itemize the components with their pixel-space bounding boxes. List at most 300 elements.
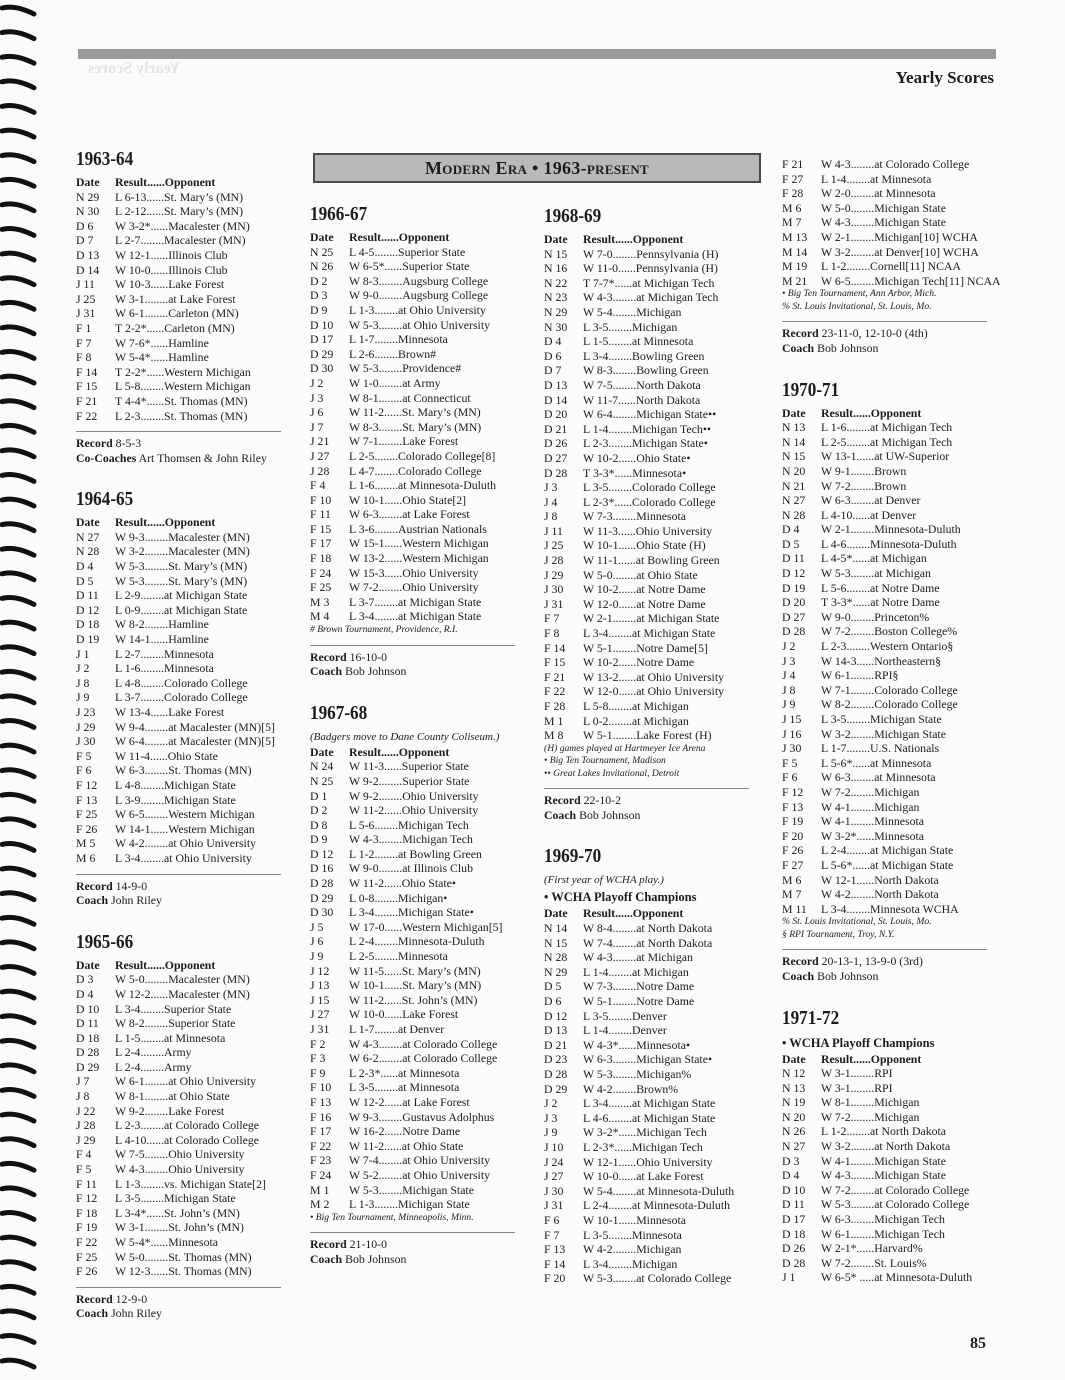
- game-row: [782, 201, 997, 216]
- game-row: [310, 789, 525, 804]
- result-opponent-header: Result......Opponent: [583, 232, 684, 246]
- season-block: [782, 379, 997, 984]
- game-result-opponent: L 2-4........at Minnesota-Duluth: [583, 1198, 731, 1213]
- game-date: F 6: [76, 763, 92, 778]
- game-result-opponent: L 5-6........Michigan Tech: [349, 817, 469, 832]
- season-block: [782, 1007, 997, 1286]
- footnote: •• Great Lakes Invitational, Detroit: [544, 767, 680, 779]
- header-rule: [78, 49, 996, 59]
- game-date: F 4: [76, 1147, 92, 1162]
- game-row: [310, 449, 525, 464]
- game-row: [544, 1140, 759, 1155]
- game-result-opponent: W 10-0......at Lake Forest: [583, 1169, 704, 1184]
- game-result-opponent: W 8-2........Colorado College: [821, 697, 958, 712]
- spiral-coil: [2, 966, 34, 973]
- game-result-opponent: L 4-5........Superior State: [349, 244, 466, 259]
- game-date: J 24: [544, 1154, 564, 1169]
- spiral-coil: [2, 56, 34, 63]
- game-row: [76, 822, 291, 837]
- game-result-opponent: W 11-7......North Dakota: [583, 392, 701, 407]
- game-date: D 12: [310, 846, 334, 861]
- game-result-opponent: W 12-0......at Ohio University: [583, 684, 724, 699]
- game-row: [782, 435, 997, 450]
- game-result-opponent: L 3-5........Minnesota: [583, 1227, 682, 1242]
- game-result-opponent: W 3-1........St. John’s (MN): [115, 1220, 244, 1235]
- game-date: J 9: [782, 697, 796, 712]
- game-row: [544, 466, 759, 481]
- game-result-opponent: L 2-3........Western Ontario§: [821, 639, 954, 654]
- spiral-coil: [2, 1237, 34, 1244]
- game-row: [782, 654, 997, 669]
- game-date: N 15: [544, 935, 568, 950]
- game-result-opponent: W 6-2........at Colorado College: [349, 1051, 498, 1066]
- game-date: D 10: [782, 1182, 806, 1197]
- game-row: [310, 818, 525, 833]
- game-row: [782, 843, 997, 858]
- game-result-opponent: W 8-1........at Ohio State: [115, 1089, 230, 1104]
- game-result-opponent: L 5-6*......at Michigan State: [821, 857, 954, 872]
- record-line: [76, 431, 281, 451]
- game-date: F 7: [544, 1227, 560, 1242]
- game-result-opponent: W 4-1........Minnesota: [821, 814, 924, 829]
- game-result-opponent: W 5-4*......Hamline: [115, 350, 209, 365]
- game-result-opponent: L 0-2........at Michigan: [583, 713, 689, 728]
- game-date: D 10: [310, 317, 334, 332]
- game-row: [76, 987, 291, 1002]
- game-date: N 26: [782, 1124, 806, 1139]
- game-date: J 30: [76, 734, 96, 749]
- game-row: [544, 1111, 759, 1126]
- game-result-opponent: L 4-10......at Denver: [821, 507, 917, 522]
- game-result-opponent: W 5-2........at Ohio University: [349, 1167, 490, 1182]
- record-label: Record: [76, 1291, 116, 1306]
- game-date: D 11: [782, 551, 805, 566]
- game-result-opponent: W 13-2......Western Michigan: [349, 551, 489, 566]
- game-row: [310, 507, 525, 522]
- date-header: Date: [310, 230, 334, 244]
- game-date: F 12: [76, 777, 98, 792]
- game-date: D 28: [310, 876, 334, 891]
- game-date: F 14: [544, 1256, 566, 1271]
- game-row: [310, 1168, 525, 1183]
- game-date: J 28: [76, 1118, 96, 1133]
- game-result-opponent: W 10-0......Lake Forest: [349, 1007, 459, 1022]
- game-result-opponent: L 1-4........Michigan Tech••: [583, 421, 711, 436]
- game-date: M 2: [310, 1197, 330, 1212]
- game-result-opponent: L 1-2........at Bowling Green: [349, 846, 482, 861]
- game-result-opponent: W 5-4*......Minnesota: [115, 1235, 218, 1249]
- game-result-opponent: W 12-0......at Notre Dame: [583, 596, 706, 611]
- game-date: F 20: [544, 1271, 566, 1286]
- table-header: [310, 745, 525, 760]
- game-row: [76, 1235, 291, 1250]
- game-row: [544, 378, 759, 393]
- game-date: J 5: [310, 919, 324, 934]
- game-result-opponent: W 5-1........Notre Dame[5]: [583, 640, 708, 655]
- game-result-opponent: W 10-1......St. Mary’s (MN): [349, 978, 482, 993]
- coach-name: Bob Johnson: [817, 968, 879, 983]
- game-date: N 27: [76, 529, 100, 544]
- game-date: D 30: [310, 361, 334, 376]
- game-row: [310, 1095, 525, 1110]
- game-date: N 28: [76, 544, 100, 559]
- date-header: Date: [782, 405, 806, 420]
- game-date: D 14: [544, 392, 568, 407]
- game-date: N 24: [310, 759, 334, 774]
- game-row: [544, 509, 759, 524]
- game-row: [544, 979, 759, 994]
- game-date: N 26: [310, 259, 334, 274]
- game-result-opponent: W 12-1......Illinois Club: [115, 247, 228, 262]
- game-result-opponent: L 3-5........at Minnesota: [349, 1080, 460, 1095]
- game-result-opponent: W 6-4........Michigan State••: [583, 407, 717, 422]
- game-row: [544, 1169, 759, 1184]
- game-row: [310, 1022, 525, 1037]
- game-date: F 6: [782, 770, 798, 785]
- game-row: [544, 422, 759, 437]
- game-row: [76, 690, 291, 705]
- game-date: F 25: [76, 807, 98, 822]
- game-result-opponent: L 2-3*......Michigan Tech: [583, 1139, 703, 1154]
- game-result-opponent: T 3-3*......at Notre Dame: [821, 595, 940, 610]
- game-date: D 12: [782, 566, 806, 581]
- game-result-opponent: L 2-5........Minnesota: [349, 949, 448, 964]
- game-row: [544, 1155, 759, 1170]
- game-row: [76, 763, 291, 778]
- game-date: J 3: [782, 653, 796, 668]
- game-result-opponent: W 12-3......St. Thomas (MN): [115, 1264, 252, 1279]
- game-date: N 20: [782, 1109, 806, 1124]
- footnote: # Brown Tournament, Providence, R.I.: [310, 624, 458, 636]
- game-result-opponent: W 7-2........Boston College%: [821, 624, 958, 639]
- game-result-opponent: W 11-3......Superior State: [349, 759, 469, 774]
- game-row: [782, 858, 997, 873]
- coach-label: Coach: [310, 664, 343, 679]
- game-result-opponent: W 6-1........Carleton (MN): [115, 306, 239, 321]
- game-date: D 26: [544, 436, 568, 451]
- spiral-coil: [2, 327, 34, 334]
- game-date: D 13: [544, 1023, 568, 1038]
- game-result-opponent: L 3-5........Colorado College: [583, 480, 716, 495]
- game-row: [310, 803, 525, 818]
- game-result-opponent: L 0-9........at Michigan State: [115, 602, 248, 617]
- coach-label: Coach: [76, 893, 109, 908]
- spiral-coil: [2, 819, 34, 826]
- record-label: Record: [782, 326, 822, 341]
- game-result-opponent: W 12-2......at Lake Forest: [349, 1094, 470, 1109]
- record-value: 12-9-0: [115, 1291, 148, 1306]
- game-row: [76, 1177, 291, 1192]
- game-date: M 6: [782, 872, 802, 887]
- game-date: F 27: [782, 171, 804, 186]
- game-date: J 30: [782, 741, 802, 756]
- game-date: D 11: [782, 1197, 805, 1212]
- record-value: 14-9-0: [115, 878, 148, 893]
- record-label: Record: [310, 649, 350, 664]
- game-row: [782, 873, 997, 888]
- game-row: [76, 807, 291, 822]
- spiral-coil: [2, 1311, 34, 1318]
- game-row: [310, 1197, 525, 1212]
- game-result-opponent: T 7-7*......at Michigan Tech: [583, 275, 715, 290]
- game-date: J 8: [76, 675, 90, 690]
- game-result-opponent: W 12-2......Macalester (MN): [115, 986, 250, 1001]
- game-date: J 27: [310, 1007, 330, 1022]
- game-date: F 24: [310, 1167, 332, 1182]
- game-date: F 9: [310, 1065, 326, 1080]
- game-row: [782, 1270, 997, 1285]
- game-row: [310, 1051, 525, 1066]
- game-date: D 11: [76, 1016, 99, 1031]
- game-date: M 1: [544, 713, 564, 728]
- game-date: F 22: [544, 684, 566, 699]
- table-header: [782, 1052, 997, 1067]
- game-row: [76, 219, 291, 234]
- game-result-opponent: W 11-5......St. Mary’s (MN): [349, 963, 481, 978]
- game-date: D 9: [310, 302, 328, 317]
- record-line: [782, 949, 987, 969]
- game-date: J 13: [310, 978, 330, 993]
- game-result-opponent: L 2-12......St. Mary’s (MN): [115, 204, 244, 219]
- game-date: F 22: [76, 1235, 98, 1249]
- game-date: D 13: [76, 247, 100, 262]
- game-row: [76, 720, 291, 735]
- game-date: N 14: [782, 434, 806, 449]
- coach-name: Bob Johnson: [345, 1251, 407, 1266]
- game-row: [544, 950, 759, 965]
- game-result-opponent: W 4-3........at Colorado College: [821, 157, 970, 171]
- game-row: [310, 876, 525, 891]
- game-row: [310, 580, 525, 595]
- game-date: J 8: [782, 682, 796, 697]
- footnote: • Big Ten Tournament, Ann Arbor, Mich.: [782, 288, 937, 300]
- game-date: F 16: [310, 1109, 332, 1124]
- game-row: [544, 1271, 759, 1286]
- spiral-coil: [2, 1114, 34, 1121]
- game-result-opponent: L 3-7........at Michigan State: [349, 594, 482, 609]
- game-date: D 18: [76, 1030, 100, 1045]
- game-date: F 4: [310, 478, 326, 493]
- game-date: D 16: [310, 861, 334, 876]
- spiral-coil: [2, 474, 34, 481]
- coach-line: [544, 808, 759, 823]
- game-row: [76, 1220, 291, 1235]
- game-result-opponent: W 7-3........Notre Dame: [583, 979, 695, 994]
- game-date: M 6: [76, 850, 96, 865]
- game-row: [76, 617, 291, 632]
- game-date: J 30: [544, 1183, 564, 1198]
- game-date: J 25: [544, 538, 564, 553]
- game-row: [782, 230, 997, 245]
- table-header: [782, 406, 997, 421]
- game-result-opponent: W 4-3*......Minnesota•: [583, 1037, 691, 1052]
- game-date: J 11: [544, 523, 563, 538]
- game-date: N 25: [310, 773, 334, 788]
- game-row: [76, 1133, 291, 1148]
- game-date: D 7: [544, 363, 562, 378]
- game-result-opponent: W 4-1........Michigan State: [821, 1153, 946, 1168]
- footnote: % St. Louis Invitational, St. Louis, Mo.: [782, 300, 932, 312]
- game-result-opponent: W 6-1........at Ohio University: [115, 1074, 256, 1089]
- game-result-opponent: T 4-4*......St. Thomas (MN): [115, 393, 248, 408]
- game-row: [76, 190, 291, 205]
- game-row: [782, 785, 997, 800]
- game-date: N 14: [544, 921, 568, 936]
- game-result-opponent: W 15-3......Ohio University: [349, 565, 479, 580]
- game-date: F 20: [782, 828, 804, 843]
- game-result-opponent: L 2-3........St. Thomas (MN): [115, 408, 248, 423]
- date-header: Date: [76, 957, 100, 972]
- game-date: D 2: [310, 273, 328, 288]
- game-result-opponent: L 2-6........Brown#: [349, 346, 437, 361]
- game-result-opponent: W 11-2......Ohio State•: [349, 876, 457, 891]
- game-date: N 29: [544, 964, 568, 979]
- game-date: J 29: [76, 719, 96, 734]
- game-row: [310, 420, 525, 435]
- game-date: F 7: [76, 335, 92, 350]
- game-row: [782, 479, 997, 494]
- game-row: [782, 186, 997, 201]
- spiral-coil: [2, 1286, 34, 1293]
- game-date: J 2: [544, 1096, 558, 1111]
- result-opponent-header: Result......Opponent: [115, 515, 216, 530]
- game-date: M 21: [782, 273, 808, 288]
- game-result-opponent: W 10-1......Minnesota: [583, 1212, 686, 1227]
- game-date: J 31: [76, 306, 96, 321]
- game-date: D 29: [310, 346, 334, 361]
- game-row: [310, 1037, 525, 1052]
- game-row: [782, 595, 997, 610]
- game-date: D 28: [782, 1255, 806, 1270]
- game-result-opponent: L 1-6........Minnesota: [115, 661, 214, 676]
- game-date: N 15: [782, 449, 806, 464]
- game-row: [782, 245, 997, 260]
- game-row: [310, 774, 525, 789]
- game-result-opponent: L 2-3*......at Minnesota: [349, 1065, 460, 1080]
- spiral-coil: [2, 105, 34, 112]
- game-date: D 18: [782, 1226, 806, 1241]
- game-date: J 3: [544, 480, 558, 495]
- game-date: J 3: [544, 1110, 558, 1125]
- game-row: [782, 1241, 997, 1256]
- game-date: D 5: [76, 573, 94, 588]
- game-date: F 14: [76, 364, 98, 379]
- game-result-opponent: L 2-7........Minnesota: [115, 646, 214, 661]
- coach-line: [76, 1306, 291, 1321]
- game-row: [76, 233, 291, 248]
- game-row: [310, 274, 525, 289]
- season-title: 1967-68: [310, 702, 368, 724]
- game-date: D 28: [544, 465, 568, 480]
- table-header: [310, 230, 525, 245]
- footnote: • Big Ten Tournament, Minneapolis, Minn.: [310, 1211, 474, 1223]
- game-result-opponent: W 7-2........Ohio University: [349, 580, 479, 595]
- game-row: [782, 756, 997, 771]
- game-row: [310, 493, 525, 508]
- date-header: Date: [76, 515, 100, 530]
- game-result-opponent: W 7-5........North Dakota: [583, 377, 701, 392]
- game-row: [782, 493, 997, 508]
- game-result-opponent: L 5-6*......at Minnesota: [821, 755, 932, 770]
- game-result-opponent: W 4-3........Michigan Tech: [349, 832, 473, 847]
- spiral-coil: [2, 1335, 34, 1342]
- record-line: [310, 645, 515, 665]
- record-label: Record: [310, 1237, 350, 1252]
- game-result-opponent: L 2-4........at Michigan State: [821, 843, 954, 858]
- game-result-opponent: W 3-2........Macalester (MN): [115, 544, 250, 559]
- game-row: [76, 394, 291, 409]
- game-date: F 28: [544, 699, 566, 713]
- game-result-opponent: W 7-2........St. Louis%: [821, 1255, 927, 1270]
- game-date: F 26: [76, 1264, 98, 1279]
- game-date: F 23: [310, 1153, 332, 1168]
- game-row: [544, 582, 759, 597]
- game-date: J 29: [76, 1132, 96, 1147]
- game-row: [76, 1191, 291, 1206]
- game-date: M 5: [76, 836, 96, 851]
- game-row: [76, 263, 291, 278]
- spiral-coil: [2, 794, 34, 801]
- coach-name: Bob Johnson: [817, 340, 879, 355]
- game-row: [782, 566, 997, 581]
- game-date: D 29: [76, 1059, 100, 1074]
- game-row: [544, 451, 759, 466]
- game-row: [310, 934, 525, 949]
- game-result-opponent: L 1-5........at Minnesota: [115, 1030, 226, 1045]
- spiral-coil: [2, 302, 34, 309]
- game-date: M 7: [782, 215, 802, 230]
- game-result-opponent: W 14-1......Hamline: [115, 632, 209, 647]
- game-result-opponent: W 11-2......St. John’s (MN): [349, 992, 478, 1007]
- footnote: (H) games played at Hartmeyer Ice Arena: [544, 742, 706, 754]
- game-row: [76, 365, 291, 380]
- game-row: [782, 639, 997, 654]
- game-result-opponent: L 1-3........Michigan State: [349, 1197, 470, 1212]
- game-date: F 28: [782, 186, 804, 201]
- game-row: [782, 683, 997, 698]
- game-date: F 22: [310, 1138, 332, 1153]
- game-row: [310, 978, 525, 993]
- spiral-coil: [2, 991, 34, 998]
- game-row: [782, 420, 997, 435]
- game-result-opponent: W 5-3........at Ohio University: [349, 317, 490, 332]
- spiral-coil: [2, 770, 34, 777]
- game-result-opponent: W 6-5* .....at Minnesota-Duluth: [821, 1270, 973, 1285]
- game-date: F 8: [76, 350, 92, 365]
- game-date: M 4: [310, 609, 330, 624]
- coach-name: Art Thomsen & John Riley: [138, 450, 267, 465]
- game-date: J 7: [76, 1074, 90, 1089]
- game-result-opponent: L 3-4........Michigan: [583, 1256, 678, 1271]
- game-result-opponent: L 3-6........Austrian Nationals: [349, 521, 487, 536]
- game-date: D 8: [310, 817, 328, 832]
- game-date: D 26: [782, 1241, 806, 1256]
- game-row: [544, 1067, 759, 1082]
- game-date: F 5: [782, 755, 798, 770]
- record-value: 20-13-1, 13-9-0 (3rd): [821, 954, 923, 969]
- game-row: [76, 1104, 291, 1119]
- game-date: F 3: [310, 1051, 326, 1066]
- game-row: [782, 1227, 997, 1242]
- game-result-opponent: L 3-4*......St. John’s (MN): [115, 1205, 240, 1220]
- game-result-opponent: L 3-4........Minnesota WCHA: [821, 901, 959, 916]
- result-opponent-header: Result......Opponent: [349, 230, 450, 244]
- game-date: N 25: [310, 244, 334, 259]
- game-row: [310, 1139, 525, 1154]
- season-title: 1966-67: [310, 204, 368, 225]
- game-date: J 2: [782, 639, 796, 654]
- game-row: [310, 609, 525, 624]
